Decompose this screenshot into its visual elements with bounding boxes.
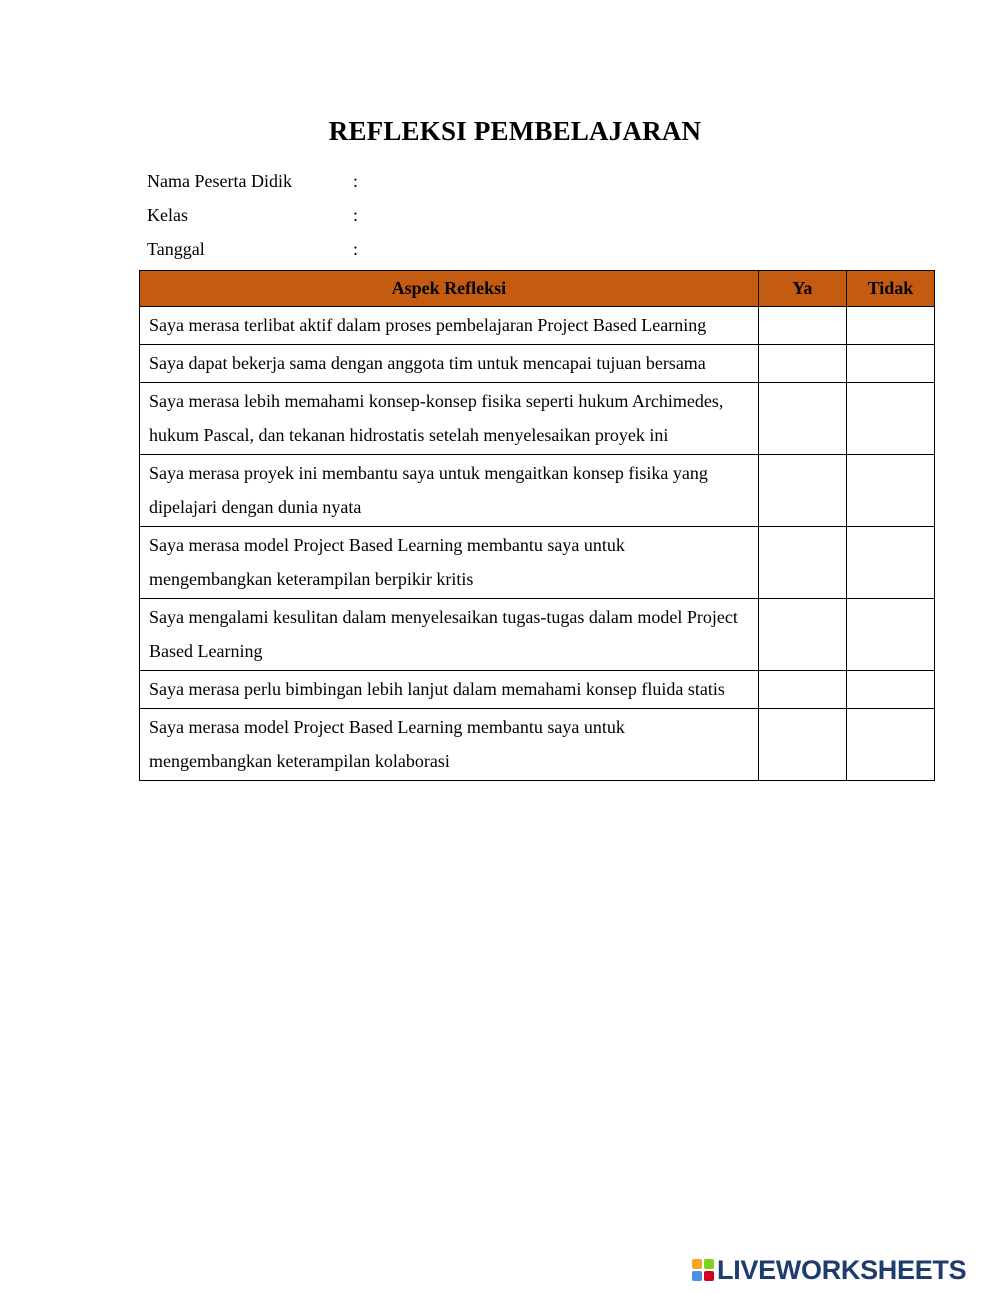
- footer-logo[interactable]: [692, 1255, 966, 1285]
- reflection-table: [139, 270, 935, 781]
- yes-checkbox-cell[interactable]: [758, 671, 846, 709]
- table-row: [140, 599, 935, 671]
- aspect-cell: Saya merasa proyek ini membantu saya untuk mengaitkan konsep fisika yang dipelajari dengan dunia nyata: [140, 455, 759, 527]
- no-checkbox-cell[interactable]: [846, 345, 934, 383]
- yes-checkbox-cell[interactable]: [758, 455, 846, 527]
- info-row-class: [147, 203, 358, 227]
- no-checkbox-cell[interactable]: [846, 383, 934, 455]
- header-no: Tidak: [846, 271, 934, 307]
- info-row-date: [147, 237, 358, 261]
- yes-checkbox-cell[interactable]: [758, 307, 846, 345]
- table-header-row: [140, 271, 935, 307]
- no-checkbox-cell[interactable]: [846, 455, 934, 527]
- yes-checkbox-cell[interactable]: [758, 345, 846, 383]
- no-checkbox-cell[interactable]: [846, 709, 934, 781]
- yes-checkbox-cell[interactable]: [758, 383, 846, 455]
- page-title: REFLEKSI PEMBELAJARAN: [328, 116, 702, 146]
- info-colon: :: [353, 171, 359, 191]
- aspect-cell: Saya merasa perlu bimbingan lebih lanjut dalam memahami konsep fluida statis: [140, 671, 759, 709]
- no-checkbox-cell[interactable]: [846, 671, 934, 709]
- table-row: [140, 345, 935, 383]
- info-label: Tanggal: [147, 239, 205, 259]
- table-row: [140, 527, 935, 599]
- liveworksheets-logo-icon: [692, 1259, 714, 1281]
- info-row-name: [147, 169, 358, 193]
- header-aspect: Aspek Refleksi: [140, 271, 759, 307]
- yes-checkbox-cell[interactable]: [758, 599, 846, 671]
- no-checkbox-cell[interactable]: [846, 307, 934, 345]
- aspect-cell: Saya merasa model Project Based Learning membantu saya untuk mengembangkan keterampilan kolaborasi: [140, 709, 759, 781]
- yes-checkbox-cell[interactable]: [758, 709, 846, 781]
- no-checkbox-cell[interactable]: [846, 599, 934, 671]
- aspect-cell: Saya dapat bekerja sama dengan anggota tim untuk mencapai tujuan bersama: [140, 345, 759, 383]
- table-row: [140, 709, 935, 781]
- header-yes: Ya: [758, 271, 846, 307]
- aspect-cell: Saya merasa model Project Based Learning membantu saya untuk mengembangkan keterampilan berpikir kritis: [140, 527, 759, 599]
- aspect-cell: Saya merasa terlibat aktif dalam proses pembelajaran Project Based Learning: [140, 307, 759, 345]
- table-row: [140, 455, 935, 527]
- aspect-cell: Saya merasa lebih memahami konsep-konsep fisika seperti hukum Archimedes, hukum Pascal, dan tekanan hidrostatis setelah menyelesaikan proyek ini: [140, 383, 759, 455]
- info-label: Nama Peserta Didik: [147, 171, 292, 191]
- yes-checkbox-cell[interactable]: [758, 527, 846, 599]
- no-checkbox-cell[interactable]: [846, 527, 934, 599]
- table-row: [140, 671, 935, 709]
- table-row: [140, 307, 935, 345]
- brand-name: LIVEWORKSHEETS: [717, 1254, 967, 1285]
- aspect-cell: Saya mengalami kesulitan dalam menyelesaikan tugas-tugas dalam model Project Based Learning: [140, 599, 759, 671]
- table-row: [140, 383, 935, 455]
- info-label: Kelas: [147, 205, 188, 225]
- info-colon: :: [353, 239, 359, 259]
- info-colon: :: [353, 205, 359, 225]
